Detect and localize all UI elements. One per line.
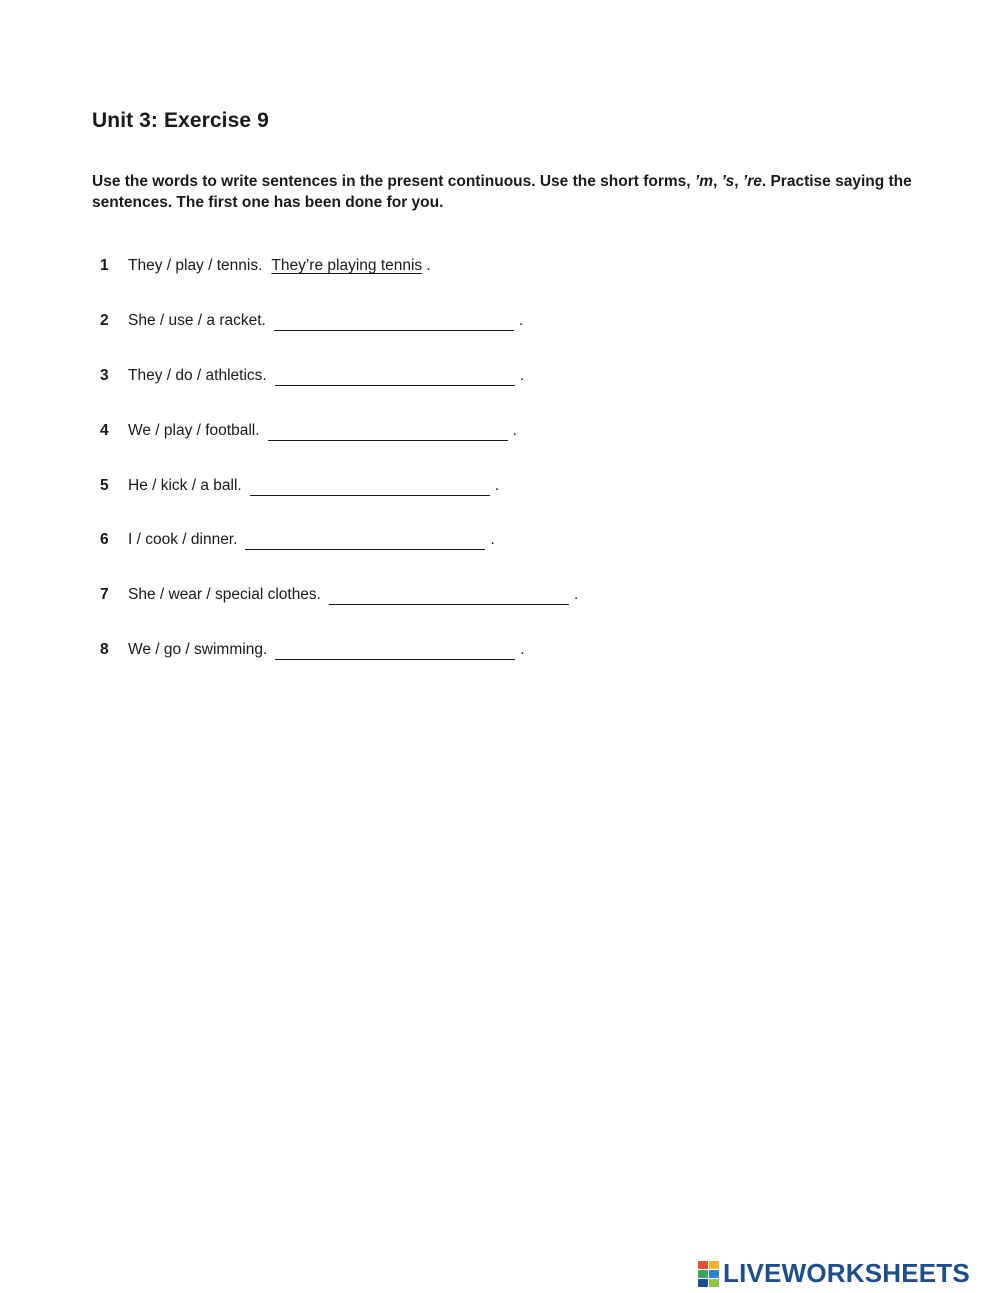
answer-blank-7[interactable] xyxy=(329,586,569,605)
short-form-re: ’re xyxy=(742,173,762,190)
short-form-s: ’s xyxy=(721,173,735,190)
answer-blank-4[interactable] xyxy=(268,422,508,441)
logo-block xyxy=(698,1270,708,1278)
instructions-sep-1: , xyxy=(712,173,722,190)
item-prompt: She / wear / special clothes. xyxy=(128,586,321,604)
item-prompt: I / cook / dinner. xyxy=(128,531,238,549)
item-line xyxy=(128,531,495,550)
item-number: 5 xyxy=(100,476,109,494)
short-form-m: ’m xyxy=(694,173,713,190)
item-number: 6 xyxy=(100,531,109,549)
item-period: . xyxy=(518,311,524,329)
item-period: . xyxy=(490,531,495,549)
example-answer: They’re playing tennis xyxy=(271,257,423,274)
instructions-text-1: Use the words to write sentences in the present continuous. Use the short forms, xyxy=(92,173,695,190)
instructions-text-2: . Practise saying the sentences. The first one has been done for you. xyxy=(92,173,912,211)
item-line xyxy=(128,641,525,660)
logo-text: LIVEWORKSHEETS xyxy=(723,1258,970,1288)
instructions-sep-2: , xyxy=(734,173,743,190)
logo-block xyxy=(698,1279,708,1287)
answer-blank-5[interactable] xyxy=(250,477,490,496)
instructions xyxy=(92,171,922,213)
item-line xyxy=(128,257,431,275)
item-period: . xyxy=(426,257,431,274)
item-period: . xyxy=(519,366,525,384)
item-prompt: We / go / swimming. xyxy=(128,641,268,659)
answer-blank-2[interactable] xyxy=(274,312,514,331)
page-title: Unit 3: Exercise 9 xyxy=(92,109,269,132)
item-prompt: They / do / athletics. xyxy=(128,366,267,384)
item-prompt: They / play / tennis. xyxy=(128,257,263,274)
item-prompt: We / play / football. xyxy=(128,421,260,439)
liveworksheets-blocks-icon xyxy=(698,1261,719,1287)
item-period: . xyxy=(512,421,517,439)
item-number: 7 xyxy=(100,586,109,604)
item-prompt: He / kick / a ball. xyxy=(128,476,242,494)
logo-block xyxy=(709,1270,719,1278)
item-line xyxy=(128,422,517,441)
answer-blank-3[interactable] xyxy=(275,367,515,386)
answer-blank-8[interactable] xyxy=(275,641,515,660)
item-number: 1 xyxy=(100,257,109,274)
logo-block xyxy=(698,1261,708,1269)
item-period: . xyxy=(574,586,579,604)
logo-block xyxy=(709,1279,719,1287)
answer-blank-6[interactable] xyxy=(245,531,485,550)
item-period: . xyxy=(494,476,500,494)
item-number: 8 xyxy=(100,641,109,659)
liveworksheets-logo xyxy=(698,1258,970,1289)
logo-block xyxy=(709,1261,719,1269)
item-line xyxy=(128,477,499,496)
item-number: 3 xyxy=(100,366,109,384)
item-number: 4 xyxy=(100,421,109,439)
item-number: 2 xyxy=(100,311,109,329)
item-prompt: She / use / a racket. xyxy=(128,311,266,329)
item-line xyxy=(128,312,523,331)
item-line xyxy=(128,586,578,605)
item-line xyxy=(128,367,524,386)
item-period: . xyxy=(520,641,525,659)
